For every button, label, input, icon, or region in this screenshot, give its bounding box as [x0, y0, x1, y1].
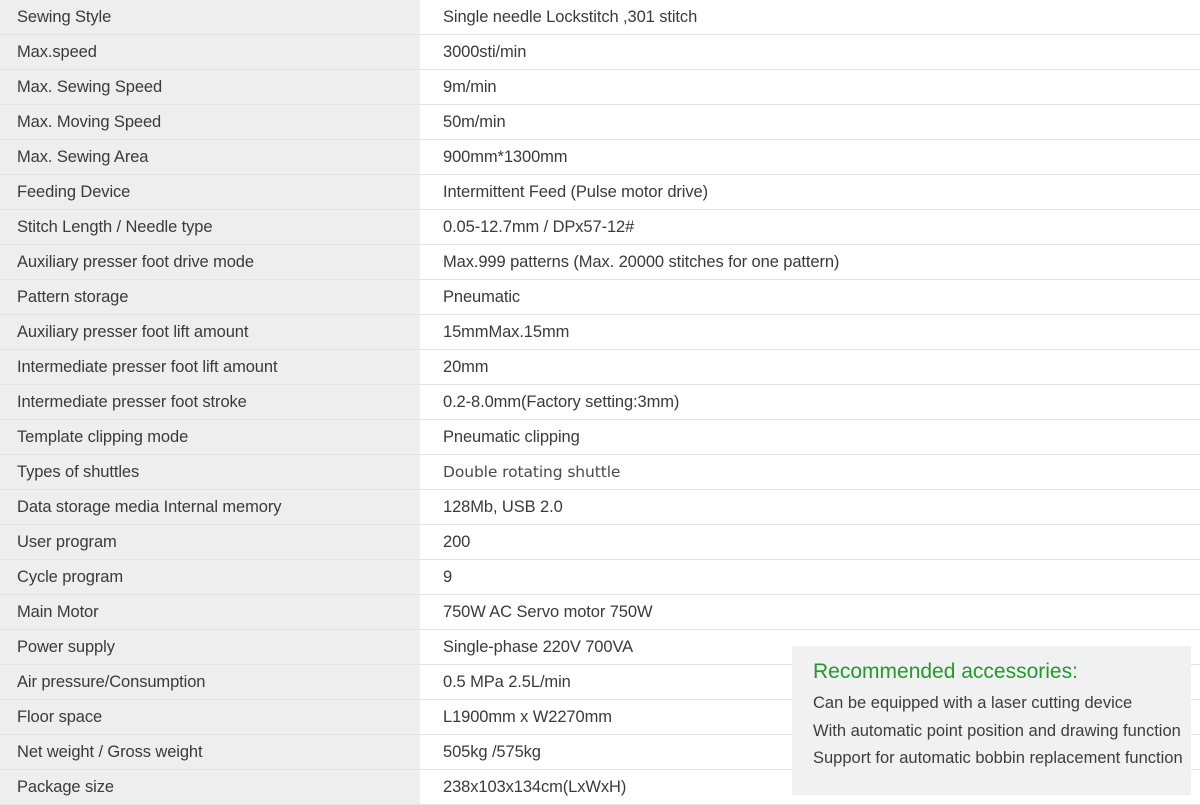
spec-label: Max. Sewing Area [0, 140, 420, 174]
spec-label: Max. Moving Speed [0, 105, 420, 139]
spec-value: Max.999 patterns (Max. 20000 stitches for one pattern) [420, 245, 1200, 279]
spec-row-intermediate-presser-foot-stroke [0, 385, 1200, 420]
spec-value: 238x103x134cm(LxWxH) [420, 770, 775, 804]
spec-value: Single-phase 220V 700VA [420, 630, 775, 664]
accessories-title: Recommended accessories: [813, 660, 1078, 683]
spec-row-data-storage-media [0, 490, 1200, 525]
spec-row-cycle-program [0, 560, 1200, 595]
spec-row-max-sewing-area [0, 140, 1200, 175]
spec-value: 900mm*1300mm [420, 140, 1200, 174]
spec-label: Max.speed [0, 35, 420, 69]
recommended-accessories-panel [792, 646, 1191, 795]
spec-row-max-speed [0, 35, 1200, 70]
spec-row-user-program [0, 525, 1200, 560]
spec-row-main-motor [0, 595, 1200, 630]
spec-label: Pattern storage [0, 280, 420, 314]
spec-label: Intermediate presser foot stroke [0, 385, 420, 419]
spec-label: Net weight / Gross weight [0, 735, 420, 769]
spec-value: Single needle Lockstitch ,301 stitch [420, 0, 1200, 34]
spec-value: 0.2-8.0mm(Factory setting:3mm) [420, 385, 1200, 419]
spec-value: L1900mm x W2270mm [420, 700, 775, 734]
spec-label: Stitch Length / Needle type [0, 210, 420, 244]
spec-label: Template clipping mode [0, 420, 420, 454]
spec-value: 9 [420, 560, 1200, 594]
spec-value: 50m/min [420, 105, 1200, 139]
spec-row-template-clipping-mode [0, 420, 1200, 455]
accessory-item: With automatic point position and drawing function [813, 721, 1181, 740]
spec-label: Intermediate presser foot lift amount [0, 350, 420, 384]
spec-row-auxiliary-presser-foot-lift-amount [0, 315, 1200, 350]
spec-label: Auxiliary presser foot lift amount [0, 315, 420, 349]
accessory-item: Can be equipped with a laser cutting device [813, 694, 1133, 712]
spec-value: 9m/min [420, 70, 1200, 104]
spec-value: 0.5 MPa 2.5L/min [420, 665, 775, 699]
spec-value: Intermittent Feed (Pulse motor drive) [420, 175, 1200, 209]
spec-value: 200 [420, 525, 1200, 559]
spec-label: Types of shuttles [0, 455, 420, 489]
spec-label: Max. Sewing Speed [0, 70, 420, 104]
spec-label: Cycle program [0, 560, 420, 594]
spec-label: Power supply [0, 630, 420, 664]
spec-value: 750W AC Servo motor 750W [420, 595, 1200, 629]
spec-label: Package size [0, 770, 420, 804]
spec-row-feeding-device [0, 175, 1200, 210]
spec-label: Sewing Style [0, 0, 420, 34]
spec-value: 128Mb, USB 2.0 [420, 490, 1200, 524]
spec-label: Data storage media Internal memory [0, 490, 420, 524]
spec-value: 505kg /575kg [420, 735, 775, 769]
spec-value: 15mmMax.15mm [420, 315, 1200, 349]
spec-row-intermediate-presser-foot-lift-amount [0, 350, 1200, 385]
spec-value: Pneumatic clipping [420, 420, 1200, 454]
spec-label: Main Motor [0, 595, 420, 629]
spec-row-types-of-shuttles [0, 455, 1200, 490]
spec-label: User program [0, 525, 420, 559]
spec-value: 0.05-12.7mm / DPx57-12# [420, 210, 1200, 244]
spec-row-max-moving-speed [0, 105, 1200, 140]
spec-label: Air pressure/Consumption [0, 665, 420, 699]
spec-row-stitch-length-needle-type [0, 210, 1200, 245]
spec-value: Double rotating shuttle [420, 455, 1200, 489]
accessories-list [813, 690, 1191, 773]
spec-label: Auxiliary presser foot drive mode [0, 245, 420, 279]
spec-label: Feeding Device [0, 175, 420, 209]
accessory-item: Support for automatic bobbin replacement function [813, 749, 1183, 767]
spec-row-max-sewing-speed [0, 70, 1200, 105]
spec-row-pattern-storage [0, 280, 1200, 315]
spec-row-auxiliary-presser-foot-drive-mode [0, 245, 1200, 280]
spec-value: Pneumatic [420, 280, 1200, 314]
spec-row-sewing-style [0, 0, 1200, 35]
spec-value: 20mm [420, 350, 1200, 384]
spec-value: 3000sti/min [420, 35, 1200, 69]
spec-label: Floor space [0, 700, 420, 734]
